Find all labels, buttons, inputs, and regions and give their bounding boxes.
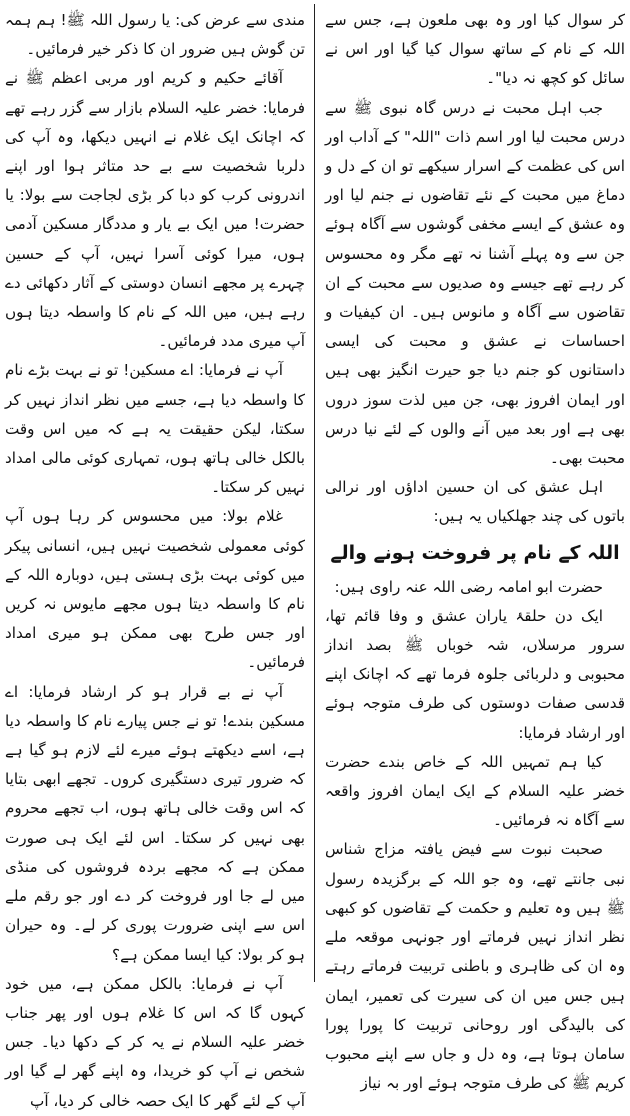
paragraph: ایک دن حلقۂ یاران عشق و وفا قائم تھا، سرور مرسلاں، شہ خوباں ﷺ بصد انداز محبوبی و دلربائی جلوہ فرما تھے کہ اچانک اپنے قدسی صفات دوستوں کی طرف متوجہ ہوئے اور ارشاد فرمایا: (325, 606, 625, 742)
paragraph: مندی سے عرض کی: یا رسول اللہ ﷺ! ہم ہمہ تن گوش ہیں ضرور ان کا ذکر خیر فرمائیں۔ (5, 11, 305, 59)
paragraph: کر سوال کیا اور وہ بھی ملعون ہے، جس سے اللہ کے نام کے ساتھ سوال کیا گیا اور اس نے سائل کو کچھ نہ دیا"۔ (325, 11, 625, 88)
paragraph: کیا ہم تمہیں اللہ کے خاص بندے حضرت خضر علیہ السلام کے ایک ایمان افروز واقعہ سے آگاہ نہ فرمائیں۔ (325, 752, 625, 830)
narrator-line: حضرت ابو امامہ رضی اللہ عنہ راوی ہیں: (334, 577, 603, 596)
section-heading: اللہ کے نام پر فروخت ہونے والے (330, 541, 620, 564)
paragraph: آپ نے بے قرار ہو کر ارشاد فرمایا: اے مسکین بندے! تو نے جس پیارے نام کا واسطہ دیا ہے، اسے دیکھتے ہوئے میرے لئے لازم ہو گیا ہے کہ ضرور تیری دستگیری کروں۔ تجھے ابھی بتایا کہ اس وقت خالی ہاتھ ہوں، اب تجھے محروم بھی نہیں کر سکتا۔ اس لئے ایک ہی صورت ممکن ہے کہ مجھے بردہ فروشوں کی منڈی میں لے جا اور فروخت کر دے اور جو رقم ملے اس سے اپنی ضرورت پوری کر لے۔ وہ حیران ہو کر بولا: کیا ایسا ممکن ہے؟ (5, 682, 305, 964)
paragraph: صحبت نبوت سے فیض یافتہ مزاج شناس نبی جانتے تھے، وہ جو اللہ کے برگزیدہ رسول ﷺ ہیں وہ تعلیم و حکمت کے تقاضوں کو کبھی نظر انداز نہیں فرماتے اور جونہی موقعہ ملے وہ ان کی ظاہری و باطنی تربیت فرماتے رہتے ہیں جس میں ان کی سیرت کی تعمیر، ایمان کی بالیدگی اور روحانی تربیت کا پورا پورا سامان ہوتا ہے، وہ دل و جاں سے اپنے محبوب کریم ﷺ کی طرف متوجہ ہوئے اور بہ نیاز (325, 840, 625, 1093)
right-column (325, 6, 625, 1093)
paragraph: اہل عشق کی ان حسین اداؤں اور نرالی باتوں کی چند جھلکیاں یہ ہیں: (325, 478, 625, 526)
paragraph: جب اہل محبت نے درس گاہ نبوی ﷺ سے درس محبت لیا اور اسم ذات "اللہ" کے آداب اور اس کی عظمت کے اسرار سیکھے تو ان کے دل و دماغ میں محبت کے نئے تقاضوں نے جنم لیا اور وہ عشق کے ایسے مخفی گوشوں سے آگاہ ہوئے جن سے وہ پہلے آشنا نہ تھے مگر وہ محسوس کر رہے تھے جیسے وہ صدیوں سے محبت کے ان تقاضوں سے آگاہ و مانوس ہیں۔ ان کیفیات و احساسات نے عشق و محبت کی ایسی داستانوں کو جنم دیا جو حیرت انگیز بھی ہیں اور ایمان افروز بھی، جن میں لذت سوز دروں بھی ہے اور بعد میں آنے والوں کے لئے نیا درس محبت بھی۔ (325, 98, 625, 468)
paragraph: آقائے حکیم و کریم اور مربی اعظم ﷺ نے فرمایا: خضر علیہ السلام بازار سے گزر رہے تھے کہ اچانک ایک غلام نے انہیں دیکھا، وہ آپ کی دلربا شخصیت سے بے حد متاثر ہوا اور اپنے اندرونی کرب کو دبا کر بڑی لجاجت سے بولا: یا حضرت! میں ایک بے یار و مددگار مسکین آدمی ہوں، میرا کوئی آسرا نہیں، آپ کے حسین چہرے پر مجھے انسان دوستی کے آثار دکھائی دے رہے ہیں، میں اللہ کے نام کا واسطہ دیتا ہوں آپ میری مدد فرمائیں۔ (5, 69, 305, 351)
paragraph: آپ نے فرمایا: بالکل ممکن ہے، میں خود کہوں گا کہ اس کا غلام ہوں اور پھر جناب خضر علیہ السلام نے یہ کر کے دکھا دیا۔ جس شخص نے آپ کو خریدا، وہ اپنے گھر لے گیا اور آپ کے لئے گھر کا ایک حصہ خالی کر دیا، آپ (5, 974, 305, 1110)
column-divider (314, 4, 315, 982)
left-column (5, 6, 305, 1110)
paragraph: غلام بولا: میں محسوس کر رہا ہوں آپ کوئی معمولی شخصیت نہیں ہیں، انسانی پیکر میں کوئی بہت بڑی ہستی ہیں، دوبارہ اللہ کے نام کا واسطہ دیتا ہوں مجھے مایوس نہ کریں اور جس طرح بھی ممکن ہو میری امداد فرمائیں۔ (5, 507, 305, 672)
paragraph: آپ نے فرمایا: اے مسکین! تو نے بہت بڑے نام کا واسطہ دیا ہے، جسے میں نظر انداز نہیں کر سکتا، لیکن حقیقت یہ ہے کہ میں اس وقت بالکل خالی ہاتھ ہوں، تمہاری کوئی مالی امداد نہیں کر سکتا۔ (5, 361, 305, 497)
